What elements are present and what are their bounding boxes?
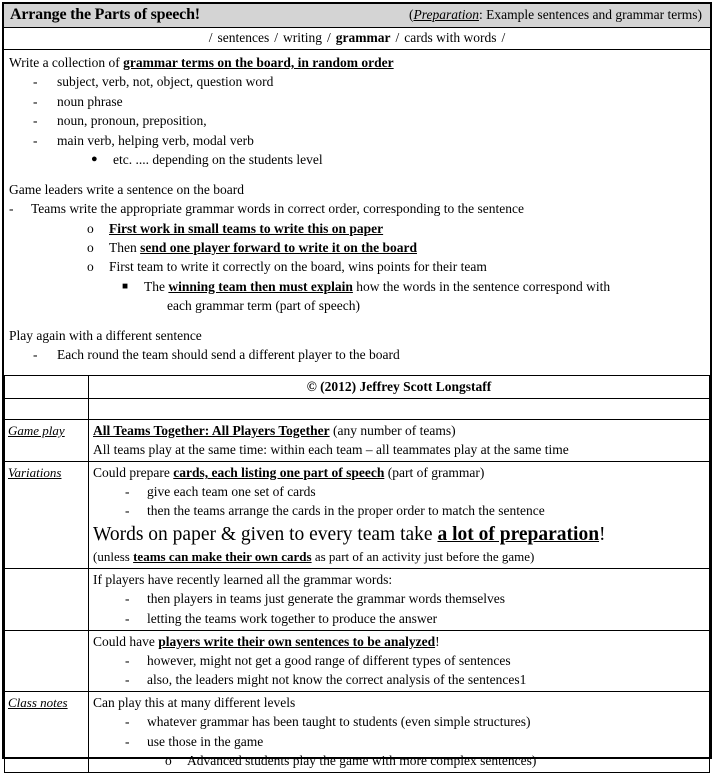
details-table: [4, 375, 710, 773]
table-cell-empty: [89, 398, 710, 419]
variation-text: Could have: [93, 633, 159, 649]
list-item: [9, 345, 704, 364]
list-item: [93, 609, 705, 628]
table-row-variations-recent: [5, 569, 710, 630]
circle-marker-icon: o: [165, 752, 172, 768]
class-notes-line-1: Can play this at many different levels: [93, 695, 296, 711]
dash-marker-icon: -: [125, 610, 130, 626]
list-item-label: noun, pronoun, preposition,: [57, 113, 207, 129]
row-content-class-notes: [89, 692, 710, 773]
instruction-text: Write a collection of: [9, 55, 124, 70]
table-row-game-play: [5, 419, 710, 461]
list-item: [93, 589, 705, 608]
list-item-label: whatever grammar has been taught to students (even simple structures): [147, 714, 531, 730]
dash-marker-icon: -: [125, 672, 130, 688]
table-row-variations: [5, 462, 710, 569]
breadcrumb-separator: /: [274, 30, 278, 45]
table-cell-empty-label: [5, 569, 89, 630]
variation-line-cards: [93, 463, 705, 482]
list-item-label: use those in the game: [147, 733, 264, 749]
table-cell-empty-label: [5, 630, 89, 691]
dash-marker-icon: -: [33, 93, 38, 109]
list-item-label: give each team one set of cards: [147, 484, 316, 500]
list-item-label: Each round the team should send a different player to the board: [57, 347, 400, 363]
circle-marker-icon: o: [87, 220, 94, 236]
paragraph-spacer: [9, 365, 704, 375]
list-item: [93, 482, 705, 501]
list-item-label: Teams write the appropriate grammar words in correct order, corresponding to the sentence: [31, 201, 524, 217]
list-item-label: main verb, helping verb, modal verb: [57, 132, 254, 148]
list-item: [9, 72, 704, 91]
list-item-text: The: [144, 278, 169, 294]
variation-suffix: !: [435, 633, 440, 649]
row-label-text: Class notes: [8, 695, 68, 711]
list-item: [9, 92, 704, 111]
row-label-variations: [5, 462, 89, 569]
row-label-game-play: [5, 419, 89, 461]
dash-marker-icon: -: [33, 74, 38, 90]
document-header: [4, 4, 710, 28]
list-item-label: First team to write it correctly on the board, wins points for their team: [109, 259, 487, 275]
dash-marker-icon: -: [9, 201, 14, 217]
document-page: [2, 2, 712, 768]
dash-marker-icon: -: [125, 591, 130, 607]
list-item: [9, 257, 704, 276]
row-content-variations-recent: [89, 569, 710, 630]
circle-marker-icon: o: [87, 239, 94, 255]
instruction-emphasis: grammar terms on the board, in random order: [123, 55, 394, 70]
list-item: [9, 277, 704, 296]
variation-note-prefix: (unless: [93, 548, 134, 564]
list-item: [93, 670, 705, 689]
list-item: [9, 199, 704, 218]
breadcrumb-separator: /: [501, 30, 506, 45]
list-item: [9, 219, 704, 238]
variation-note-line: [93, 548, 705, 566]
row-content-game-play: [89, 419, 710, 461]
copyright-notice: © (2012) Jeffrey Scott Longstaff: [89, 375, 710, 398]
instructions-block: [4, 50, 710, 375]
game-play-line-2: All teams play at the same time: within each team – all teammates play at the same time: [93, 441, 569, 457]
table-row-spacer: [5, 398, 710, 419]
variation-text: Could prepare: [93, 465, 174, 481]
list-item-label: then players in teams just generate the grammar words themselves: [147, 591, 506, 607]
list-item-continuation: each grammar term (part of speech): [167, 298, 361, 314]
variation-suffix: (part of grammar): [384, 465, 485, 481]
table-cell-empty-label: [5, 375, 89, 398]
list-item-text-suffix: how the words in the sentence correspond with: [352, 278, 611, 294]
variation-note-suffix: as part of an activity just before the game): [311, 548, 535, 564]
dash-marker-icon: -: [125, 733, 130, 749]
variation-emphasis: players write their own sentences to be analyzed: [158, 633, 436, 649]
game-play-line-1: [93, 421, 705, 440]
table-cell-empty-label: [5, 398, 89, 419]
list-item: [93, 732, 705, 751]
breadcrumb-separator: /: [327, 30, 331, 45]
row-content-variations-cards: [89, 462, 710, 569]
list-item-emphasis: winning team then must explain: [168, 278, 353, 294]
breadcrumb-separator: /: [208, 30, 213, 45]
list-item: [9, 150, 704, 169]
page-title: Arrange the Parts of speech!: [10, 6, 200, 23]
breadcrumb-item-grammar[interactable]: grammar: [335, 30, 391, 45]
row-label-text: Game play: [8, 422, 65, 438]
variation-highlight-line: [93, 523, 705, 547]
list-item-text-suffix: to write it on the board: [280, 239, 417, 255]
list-item-label: also, the leaders might not know the correct analysis of the sentences1: [147, 672, 527, 688]
list-item-label: etc. .... depending on the students level: [113, 152, 323, 168]
list-item-label: noun phrase: [57, 93, 123, 109]
variation-emphasis: cards, each listing one part of speech: [173, 465, 385, 481]
variation-line-recent: If players have recently learned all the grammar words:: [93, 572, 393, 588]
list-item-label: First work in small teams to write this on paper: [109, 220, 384, 236]
list-item-label: letting the teams work together to produce the answer: [147, 610, 438, 626]
instruction-line-write-collection: [9, 53, 704, 72]
header-meta-label: Preparation: [413, 7, 479, 22]
table-row-class-notes: [5, 692, 710, 773]
game-play-rest: (any number of teams): [329, 422, 456, 438]
variation-highlight-emphasis: a lot of preparation: [437, 523, 600, 545]
paragraph-spacer: [9, 316, 704, 326]
list-item: [9, 131, 704, 150]
header-meta-rest: : Example sentences and grammar terms): [478, 7, 702, 22]
square-marker-icon: ■: [122, 280, 129, 292]
dash-marker-icon: -: [125, 714, 130, 730]
dash-marker-icon: -: [125, 484, 130, 500]
list-item-label: however, might not get a good range of different types of sentences: [147, 652, 511, 668]
list-item-label: subject, verb, not, object, question word: [57, 74, 274, 90]
variation-note-emphasis: teams can make their own cards: [133, 548, 312, 564]
list-item: [93, 501, 705, 520]
row-label-text: Variations: [8, 465, 62, 481]
row-label-class-notes: [5, 692, 89, 773]
header-meta-open: (: [408, 7, 414, 22]
variation-highlight-prefix: Words on paper & given to every team take: [93, 523, 438, 545]
row-content-variations-own-sentences: [89, 630, 710, 691]
breadcrumb-item-writing[interactable]: writing: [283, 30, 322, 45]
list-item-text: Then: [109, 239, 141, 255]
bullet-marker-icon: ●: [91, 153, 98, 166]
list-item-label: [144, 277, 704, 296]
dash-marker-icon: -: [125, 503, 130, 519]
table-row-credit: [5, 375, 710, 398]
breadcrumb-separator: /: [395, 30, 400, 45]
paragraph-spacer: [9, 170, 704, 180]
breadcrumb-item-cards-with-words[interactable]: cards with words: [404, 30, 497, 45]
variation-highlight-suffix: !: [599, 523, 606, 545]
dash-marker-icon: -: [33, 132, 38, 148]
list-item-emphasis: send one player forward: [140, 239, 281, 255]
breadcrumb-item-sentences[interactable]: sentences: [217, 30, 270, 45]
header-meta: [409, 7, 704, 23]
list-item: [9, 111, 704, 130]
circle-marker-icon: o: [87, 259, 94, 275]
instruction-line-play-again: Play again with a different sentence: [9, 327, 202, 343]
dash-marker-icon: -: [33, 113, 38, 129]
list-item-label: then the teams arrange the cards in the proper order to match the sentence: [147, 503, 545, 519]
game-play-emphasis: All Teams Together: All Players Together: [93, 422, 330, 438]
list-item: [93, 751, 705, 770]
list-item: [93, 712, 705, 731]
dash-marker-icon: -: [125, 652, 130, 668]
list-item: [9, 238, 704, 257]
dash-marker-icon: -: [33, 347, 38, 363]
breadcrumb: [4, 28, 710, 50]
variation-line-own-sentences: [93, 632, 705, 651]
list-item-label: Advanced students play the game with more complex sentences): [187, 752, 537, 768]
instruction-line-game-leaders: Game leaders write a sentence on the board: [9, 181, 245, 197]
table-row-variations-own-sentences: [5, 630, 710, 691]
list-item: [93, 651, 705, 670]
list-item-label: [109, 238, 704, 257]
